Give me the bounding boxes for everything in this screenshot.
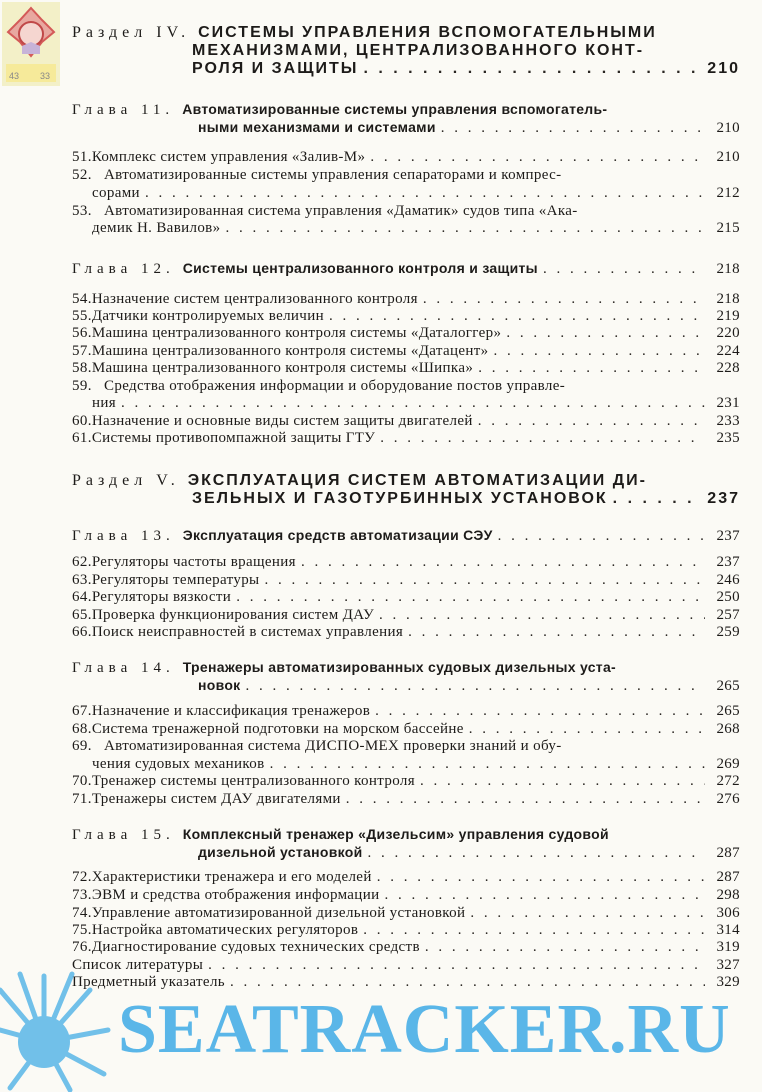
section-title-line: МЕХАНИЗМАМИ, ЦЕНТРАЛИЗОВАННОГО КОНТ- bbox=[192, 42, 645, 59]
entry-title: Характеристики тренажера и его моделей bbox=[91, 869, 372, 885]
chapter-heading bbox=[72, 259, 740, 278]
toc-entry[interactable] bbox=[72, 148, 740, 166]
chapter-title-line: Автоматизированные системы управления вспомогатель- bbox=[182, 101, 608, 117]
badge-right-number: 33 bbox=[40, 71, 51, 81]
entry-number: 69. bbox=[72, 738, 92, 754]
toc-entry[interactable] bbox=[72, 904, 740, 922]
toc-entry-cont[interactable] bbox=[92, 394, 740, 412]
dot-leader bbox=[420, 772, 705, 790]
entry-number: 51. bbox=[72, 149, 92, 165]
toc-entry[interactable] bbox=[72, 790, 740, 808]
chapter-label: Глава 12. bbox=[72, 261, 175, 277]
entry-title: Назначение и классификация тренажеров bbox=[91, 703, 371, 719]
dot-leader bbox=[543, 260, 705, 278]
entry-number: 58. bbox=[72, 360, 92, 376]
toc-entry[interactable] bbox=[72, 720, 740, 738]
entry-title: Системы противопомпажной защиты ГТУ bbox=[91, 430, 376, 446]
dot-leader bbox=[270, 755, 705, 773]
toc-entry[interactable] bbox=[72, 737, 740, 755]
chapter-heading bbox=[72, 825, 740, 844]
entry-number: 59. bbox=[72, 378, 92, 394]
dot-leader bbox=[478, 412, 705, 430]
entry-number: 72. bbox=[72, 869, 92, 885]
entry-title: Назначение систем централизованного контроля bbox=[91, 291, 418, 307]
dot-leader bbox=[478, 359, 705, 377]
entry-number: 66. bbox=[72, 624, 92, 640]
toc-entry[interactable] bbox=[72, 166, 740, 184]
badge-left-number: 43 bbox=[9, 71, 20, 81]
page-number: 272 bbox=[716, 773, 740, 789]
dot-leader bbox=[363, 60, 702, 78]
toc-entry[interactable] bbox=[72, 588, 740, 606]
dot-leader bbox=[368, 844, 705, 862]
dot-leader bbox=[613, 490, 703, 508]
entry-number: 53. bbox=[72, 203, 92, 219]
page-number: 287 bbox=[716, 869, 740, 885]
section-heading-cont bbox=[192, 42, 740, 60]
toc-entry[interactable] bbox=[72, 886, 740, 904]
page-number: 265 bbox=[716, 703, 740, 719]
library-badge-icon bbox=[2, 2, 60, 86]
dot-leader bbox=[363, 921, 705, 939]
chapter-title-line: дизельной установкой bbox=[198, 844, 363, 860]
entry-title: Комплекс систем управления «Залив-М» bbox=[91, 149, 366, 165]
entry-title: Регуляторы вязкости bbox=[91, 589, 232, 605]
section-heading-cont bbox=[192, 490, 740, 508]
page-number: 210 bbox=[707, 60, 740, 77]
chapter-heading bbox=[72, 100, 740, 119]
entry-title: Автоматизированная система ДИСПО-МЕХ проверки знаний и обу- bbox=[104, 738, 562, 754]
entry-title: Тренажер системы централизованного контроля bbox=[91, 773, 415, 789]
chapter-heading-cont bbox=[198, 676, 740, 695]
chapter-heading bbox=[72, 526, 740, 545]
page-number: 219 bbox=[716, 308, 740, 324]
chapter-title: Эксплуатация средств автоматизации СЭУ bbox=[182, 527, 493, 543]
chapter-heading bbox=[72, 658, 740, 677]
entry-title: Список литературы bbox=[72, 957, 204, 973]
dot-leader bbox=[301, 553, 705, 571]
entry-number: 64. bbox=[72, 589, 92, 605]
section-heading bbox=[72, 472, 740, 490]
dot-leader bbox=[506, 324, 705, 342]
toc-entry[interactable] bbox=[72, 938, 740, 956]
toc-entry-cont[interactable] bbox=[92, 755, 740, 773]
section-heading bbox=[72, 24, 740, 42]
dot-leader bbox=[441, 119, 705, 137]
chapter-title-line: Комплексный тренажер «Дизельсим» управления судовой bbox=[182, 826, 609, 842]
watermark-text: SEATRACKER.RU bbox=[118, 991, 731, 1068]
dot-leader bbox=[264, 571, 705, 589]
page-number: 235 bbox=[716, 430, 740, 446]
toc-entry[interactable] bbox=[72, 606, 740, 624]
section-title-line: РОЛЯ И ЗАЩИТЫ bbox=[192, 60, 359, 77]
dot-leader bbox=[425, 938, 705, 956]
section-heading-cont bbox=[192, 60, 740, 78]
page-number: 306 bbox=[716, 905, 740, 921]
page-number: 287 bbox=[716, 845, 740, 861]
dot-leader bbox=[408, 623, 705, 641]
page-number: 265 bbox=[716, 678, 740, 694]
entry-number: 61. bbox=[72, 430, 92, 446]
toc-entry[interactable] bbox=[72, 956, 740, 974]
entry-title: Диагностирование судовых технических средств bbox=[91, 939, 420, 955]
entry-title: Машина централизованного контроля системы «Датацент» bbox=[91, 343, 489, 359]
page-number: 259 bbox=[716, 624, 740, 640]
entry-number: 76. bbox=[72, 939, 92, 955]
toc-entry[interactable] bbox=[72, 202, 740, 220]
entry-number: 63. bbox=[72, 572, 92, 588]
page-number: 269 bbox=[716, 756, 740, 772]
entry-number: 56. bbox=[72, 325, 92, 341]
dot-leader bbox=[370, 148, 705, 166]
dot-leader bbox=[380, 429, 705, 447]
entry-title: Поиск неисправностей в системах управления bbox=[91, 624, 404, 640]
entry-title: Управление автоматизированной дизельной установкой bbox=[91, 905, 466, 921]
toc-entry[interactable] bbox=[72, 324, 740, 342]
dot-leader bbox=[230, 973, 705, 991]
entry-number: 57. bbox=[72, 343, 92, 359]
dot-leader bbox=[379, 606, 705, 624]
dot-leader bbox=[377, 868, 705, 886]
entry-title: Средства отображения информации и оборудование постов управле- bbox=[104, 378, 566, 394]
entry-number: 74. bbox=[72, 905, 92, 921]
page-number: 233 bbox=[716, 413, 740, 429]
page-number: 224 bbox=[716, 343, 740, 359]
entry-number: 60. bbox=[72, 413, 92, 429]
entry-title: Назначение и основные виды систем защиты двигателей bbox=[91, 413, 473, 429]
toc-entry-cont[interactable] bbox=[92, 219, 740, 237]
section-label: Раздел V. bbox=[72, 472, 180, 489]
entry-number: 62. bbox=[72, 554, 92, 570]
page-number: 268 bbox=[716, 721, 740, 737]
chapter-title-line: Тренажеры автоматизированных судовых дизельных уста- bbox=[182, 659, 617, 675]
dot-leader bbox=[470, 904, 705, 922]
page-number: 237 bbox=[716, 554, 740, 570]
chapter-title-line: ными механизмами и системами bbox=[198, 119, 436, 135]
page-number: 218 bbox=[716, 291, 740, 307]
section-title-line: ЭКСПЛУАТАЦИЯ СИСТЕМ АВТОМАТИЗАЦИИ ДИ- bbox=[187, 472, 647, 489]
page-number: 212 bbox=[716, 185, 740, 201]
entry-title: Автоматизированные системы управления сепараторами и компрес- bbox=[104, 167, 562, 183]
dot-leader bbox=[384, 886, 705, 904]
page-number: 276 bbox=[716, 791, 740, 807]
toc-entry[interactable] bbox=[72, 307, 740, 325]
chapter-heading-cont bbox=[198, 118, 740, 137]
page-number: 210 bbox=[716, 120, 740, 136]
toc-entry[interactable] bbox=[72, 553, 740, 571]
entry-title: Тренажеры систем ДАУ двигателями bbox=[91, 791, 341, 807]
chapter-label: Глава 14. bbox=[72, 660, 175, 676]
entry-number: 68. bbox=[72, 721, 92, 737]
entry-number: 55. bbox=[72, 308, 92, 324]
entry-title: Настройка автоматических регуляторов bbox=[91, 922, 359, 938]
entry-title-cont: сорами bbox=[92, 185, 140, 201]
entry-title: Регуляторы частоты вращения bbox=[91, 554, 296, 570]
toc-entry[interactable] bbox=[72, 702, 740, 720]
page-number: 237 bbox=[707, 490, 740, 507]
page-number: 237 bbox=[716, 528, 740, 544]
entry-title-cont: ния bbox=[92, 395, 117, 411]
dot-leader bbox=[246, 677, 706, 695]
chapter-label: Глава 13. bbox=[72, 528, 175, 544]
entry-title: Регуляторы температуры bbox=[91, 572, 260, 588]
page-number: 218 bbox=[716, 261, 740, 277]
toc-entry[interactable] bbox=[72, 772, 740, 790]
page-number: 327 bbox=[716, 957, 740, 973]
toc-entry[interactable] bbox=[72, 290, 740, 308]
chapter-title: Системы централизованного контроля и защиты bbox=[182, 260, 538, 276]
toc-entry[interactable] bbox=[72, 973, 740, 991]
dot-leader bbox=[494, 342, 705, 360]
dot-leader bbox=[145, 184, 705, 202]
page-number: 231 bbox=[716, 395, 740, 411]
toc-entry[interactable] bbox=[72, 342, 740, 360]
section-title-line: СИСТЕМЫ УПРАВЛЕНИЯ ВСПОМОГАТЕЛЬНЫМИ bbox=[198, 24, 657, 41]
toc-entry-cont[interactable] bbox=[92, 184, 740, 202]
page-number: 250 bbox=[716, 589, 740, 605]
page-number: 220 bbox=[716, 325, 740, 341]
dot-leader bbox=[346, 790, 705, 808]
dot-leader bbox=[469, 720, 705, 738]
toc-entry[interactable] bbox=[72, 868, 740, 886]
entry-title: ЭВМ и средства отображения информации bbox=[91, 887, 380, 903]
dot-leader bbox=[225, 219, 705, 237]
section-label: Раздел IV. bbox=[72, 24, 191, 41]
toc-entry[interactable] bbox=[72, 412, 740, 430]
chapter-title-line: новок bbox=[198, 677, 241, 693]
entry-number: 70. bbox=[72, 773, 92, 789]
chapter-label: Глава 15. bbox=[72, 827, 175, 843]
entry-title: Датчики контролируемых величин bbox=[91, 308, 324, 324]
page-number: 210 bbox=[716, 149, 740, 165]
entry-number: 54. bbox=[72, 291, 92, 307]
page-number: 298 bbox=[716, 887, 740, 903]
page-number: 319 bbox=[716, 939, 740, 955]
section-title-line: ЗЕЛЬНЫХ И ГАЗОТУРБИННЫХ УСТАНОВОК bbox=[192, 490, 608, 507]
page-number: 215 bbox=[716, 220, 740, 236]
entry-title: Машина централизованного контроля системы «Шипка» bbox=[91, 360, 474, 376]
dot-leader bbox=[236, 588, 705, 606]
entry-title: Проверка функционирования систем ДАУ bbox=[91, 607, 375, 623]
entry-number: 71. bbox=[72, 791, 92, 807]
dot-leader bbox=[121, 394, 705, 412]
toc-entry[interactable] bbox=[72, 377, 740, 395]
entry-number: 73. bbox=[72, 887, 92, 903]
dot-leader bbox=[329, 307, 705, 325]
entry-title: Машина централизованного контроля системы «Даталоггер» bbox=[91, 325, 502, 341]
entry-title-cont: чения судовых механиков bbox=[92, 756, 265, 772]
page-number: 257 bbox=[716, 607, 740, 623]
page-number: 329 bbox=[716, 974, 740, 990]
entry-number: 65. bbox=[72, 607, 92, 623]
dot-leader bbox=[375, 702, 705, 720]
toc-entry[interactable] bbox=[72, 623, 740, 641]
entry-title: Система тренажерной подготовки на морском бассейне bbox=[91, 721, 464, 737]
entry-number: 67. bbox=[72, 703, 92, 719]
page-number: 246 bbox=[716, 572, 740, 588]
entry-title: Предметный указатель bbox=[72, 974, 225, 990]
page-number: 314 bbox=[716, 922, 740, 938]
page-number: 228 bbox=[716, 360, 740, 376]
chapter-label: Глава 11. bbox=[72, 102, 175, 118]
entry-title: Автоматизированная система управления «Даматик» судов типа «Ака- bbox=[104, 203, 578, 219]
dot-leader bbox=[208, 956, 705, 974]
toc-entry[interactable] bbox=[72, 359, 740, 377]
entry-number: 52. bbox=[72, 167, 92, 183]
chapter-heading-cont bbox=[198, 843, 740, 862]
dot-leader bbox=[498, 527, 705, 545]
dot-leader bbox=[423, 290, 705, 308]
toc-entry[interactable] bbox=[72, 921, 740, 939]
entry-title-cont: демик Н. Вавилов» bbox=[92, 220, 221, 236]
entry-number: 75. bbox=[72, 922, 92, 938]
toc-entry[interactable] bbox=[72, 571, 740, 589]
toc-entry[interactable] bbox=[72, 429, 740, 447]
